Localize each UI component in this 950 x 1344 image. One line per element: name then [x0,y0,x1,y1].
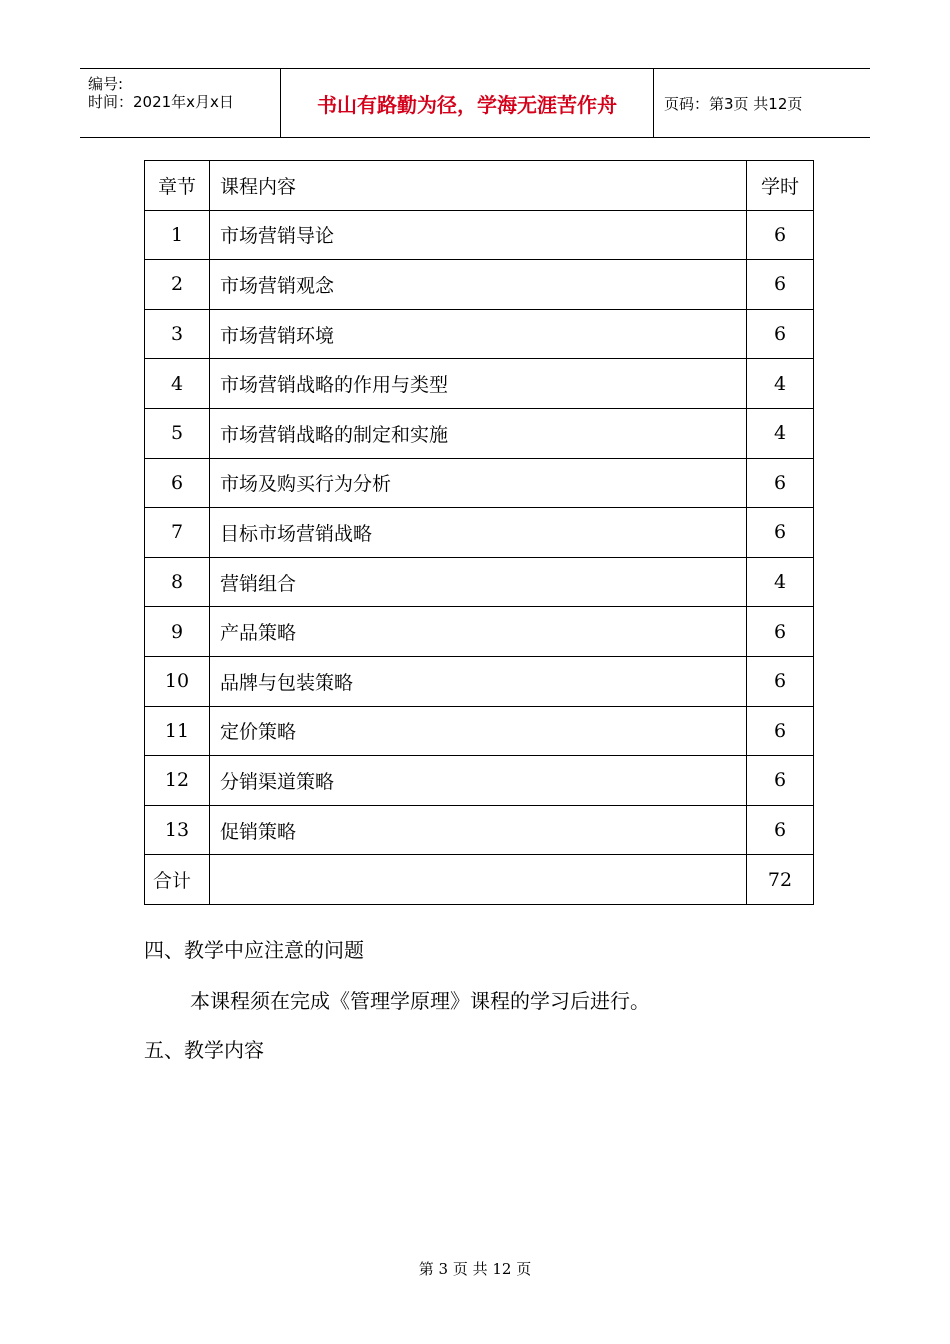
table-row [145,656,814,706]
total-hours-cell: 72 [747,855,814,905]
header-page-info: 页码：第3页 共12页 [664,94,803,113]
number-label: 编号: [88,75,124,93]
content-cell: 市场营销导论 [210,210,747,260]
content-cell: 品牌与包装策略 [210,656,747,706]
hours-cell: 6 [747,607,814,657]
chapter-cell: 3 [145,309,210,359]
hours-cell: 6 [747,210,814,260]
content-cell: 定价策略 [210,706,747,756]
total-content-cell [210,855,747,905]
content-cell: 市场营销战略的制定和实施 [210,408,747,458]
chapter-cell: 13 [145,805,210,855]
hours-cell: 4 [747,408,814,458]
table-row [145,756,814,806]
header-hours: 学时 [747,161,814,211]
hours-cell: 6 [747,508,814,558]
header-chapter: 章节 [145,161,210,211]
content-cell: 目标市场营销战略 [210,508,747,558]
table-row [145,210,814,260]
time-label: 时间：2021年x月x日 [88,93,234,111]
table-row [145,458,814,508]
hours-cell: 6 [747,656,814,706]
hours-cell: 6 [747,756,814,806]
total-row [145,855,814,905]
hours-cell: 6 [747,260,814,310]
chapter-cell: 8 [145,557,210,607]
chapter-cell: 11 [145,706,210,756]
page-footer: 第 3 页 共 12 页 [418,1260,532,1278]
chapter-cell: 12 [145,756,210,806]
content-cell: 促销策略 [210,805,747,855]
course-schedule-table [144,160,814,905]
content-cell: 市场营销环境 [210,309,747,359]
content-cell: 营销组合 [210,557,747,607]
hours-cell: 6 [747,458,814,508]
table-row [145,607,814,657]
chapter-cell: 2 [145,260,210,310]
table-header-row [145,161,814,211]
table-row [145,706,814,756]
hours-cell: 6 [747,805,814,855]
content-cell: 市场营销观念 [210,260,747,310]
chapter-cell: 6 [145,458,210,508]
hours-cell: 4 [747,359,814,409]
table-row [145,309,814,359]
chapter-cell: 7 [145,508,210,558]
header-motto: 书山有路勤为径，学海无涯苦作舟 [281,69,654,137]
hours-cell: 6 [747,309,814,359]
table-row [145,508,814,558]
chapter-cell: 4 [145,359,210,409]
hours-cell: 4 [747,557,814,607]
page-header [80,68,870,138]
chapter-cell: 10 [145,656,210,706]
chapter-cell: 1 [145,210,210,260]
table-row [145,805,814,855]
content-cell: 分销渠道策略 [210,756,747,806]
table-row [145,408,814,458]
header-meta [80,69,281,137]
total-label-cell: 合计 [145,855,210,905]
section-5-title: 五、教学内容 [144,1038,264,1062]
content-cell: 市场营销战略的作用与类型 [210,359,747,409]
chapter-cell: 5 [145,408,210,458]
hours-cell: 6 [747,706,814,756]
chapter-cell: 9 [145,607,210,657]
content-cell: 市场及购买行为分析 [210,458,747,508]
content-cell: 产品策略 [210,607,747,657]
table-row [145,557,814,607]
table-row [145,260,814,310]
header-content: 课程内容 [210,161,747,211]
section-4-title: 四、教学中应注意的问题 [144,938,364,962]
table-row [145,359,814,409]
section-4-text: 本课程须在完成《管理学原理》课程的学习后进行。 [190,989,650,1013]
